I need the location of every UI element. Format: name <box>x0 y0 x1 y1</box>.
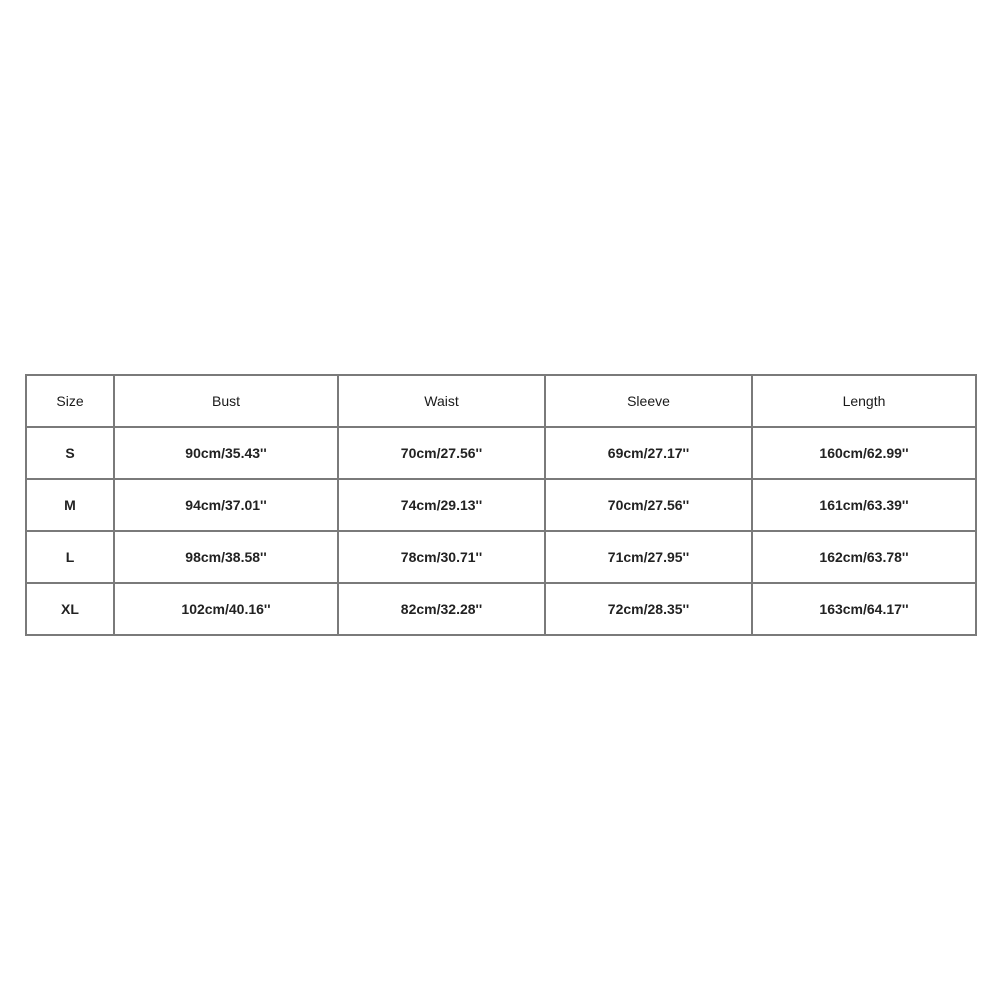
bust-cell: 90cm/35.43'' <box>114 427 338 479</box>
bust-cell: 98cm/38.58'' <box>114 531 338 583</box>
waist-cell: 70cm/27.56'' <box>338 427 545 479</box>
sleeve-cell: 70cm/27.56'' <box>545 479 752 531</box>
column-header-length: Length <box>752 375 976 427</box>
waist-cell: 78cm/30.71'' <box>338 531 545 583</box>
column-header-bust: Bust <box>114 375 338 427</box>
length-cell: 161cm/63.39'' <box>752 479 976 531</box>
header-row <box>26 375 976 427</box>
column-header-waist: Waist <box>338 375 545 427</box>
table-row <box>26 427 976 479</box>
size-cell: S <box>26 427 114 479</box>
size-cell: M <box>26 479 114 531</box>
table-header <box>26 375 976 427</box>
table-body <box>26 427 976 635</box>
bust-cell: 94cm/37.01'' <box>114 479 338 531</box>
size-chart-table <box>25 374 977 636</box>
sleeve-cell: 71cm/27.95'' <box>545 531 752 583</box>
length-cell: 163cm/64.17'' <box>752 583 976 635</box>
column-header-sleeve: Sleeve <box>545 375 752 427</box>
column-header-size: Size <box>26 375 114 427</box>
length-cell: 160cm/62.99'' <box>752 427 976 479</box>
table-row <box>26 531 976 583</box>
table-row <box>26 479 976 531</box>
size-cell: L <box>26 531 114 583</box>
sleeve-cell: 72cm/28.35'' <box>545 583 752 635</box>
table-row <box>26 583 976 635</box>
bust-cell: 102cm/40.16'' <box>114 583 338 635</box>
waist-cell: 74cm/29.13'' <box>338 479 545 531</box>
length-cell: 162cm/63.78'' <box>752 531 976 583</box>
waist-cell: 82cm/32.28'' <box>338 583 545 635</box>
size-cell: XL <box>26 583 114 635</box>
sleeve-cell: 69cm/27.17'' <box>545 427 752 479</box>
